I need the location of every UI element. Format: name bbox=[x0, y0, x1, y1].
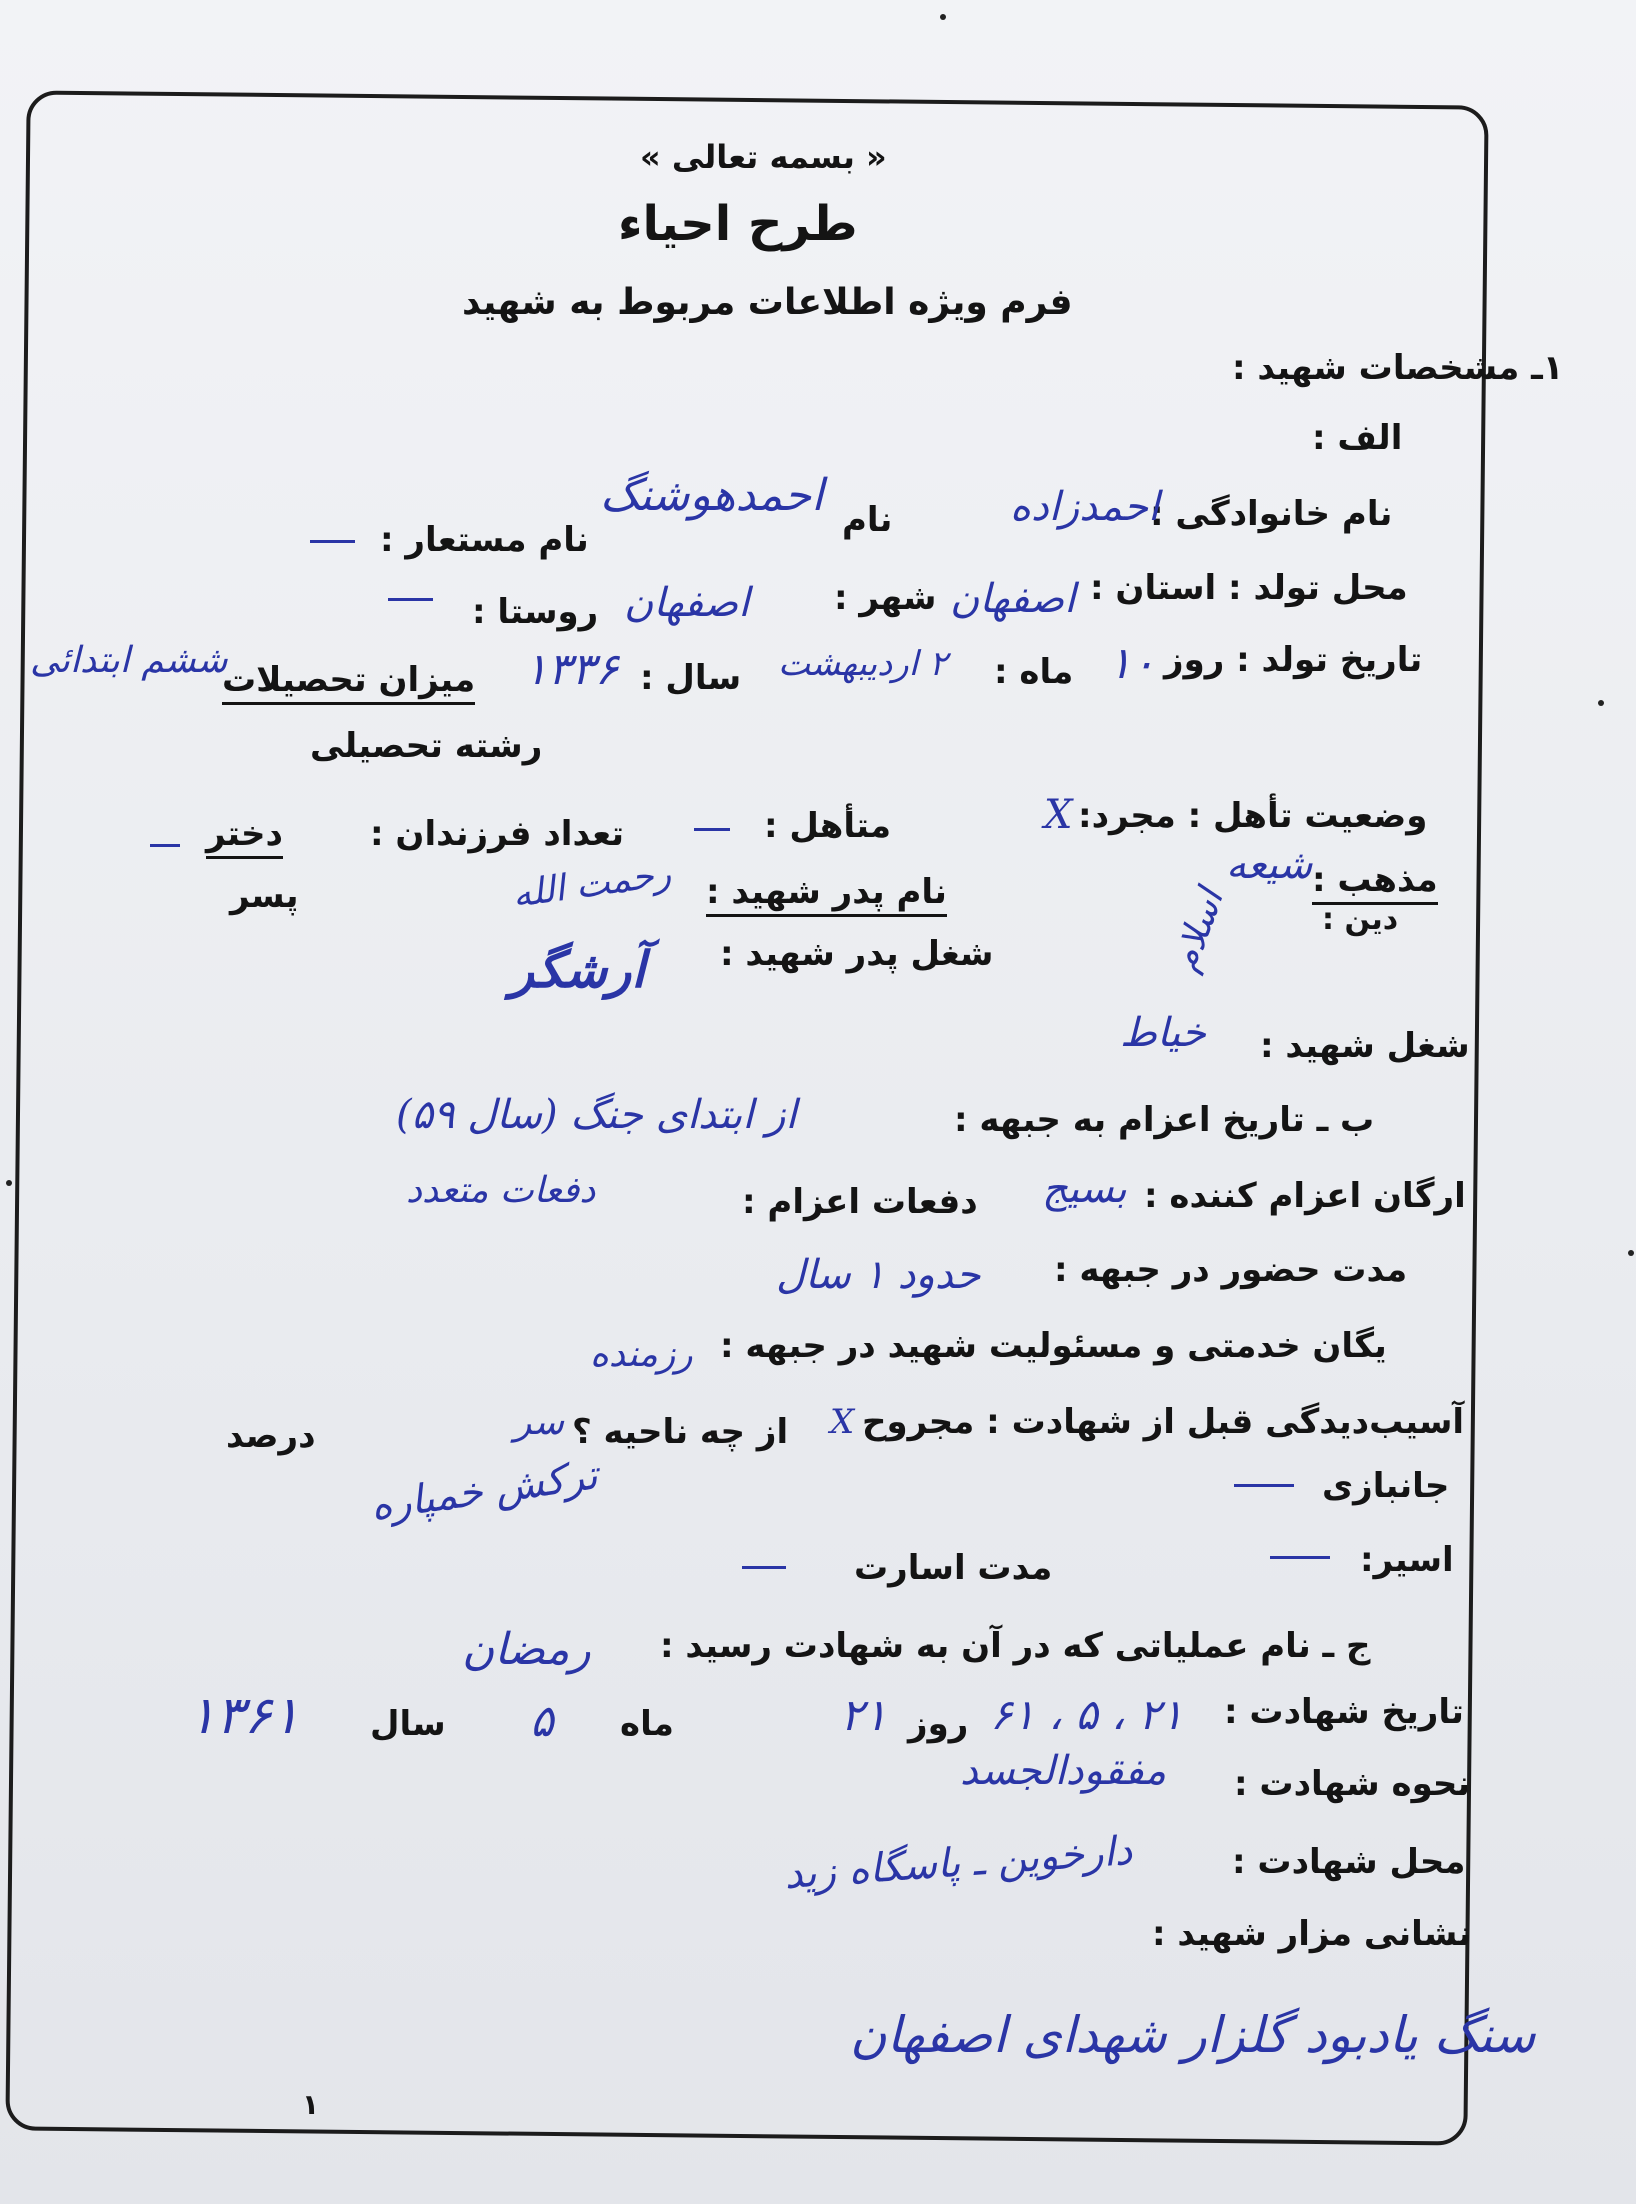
education-label: میزان تحصیلات bbox=[222, 660, 475, 705]
scan-speck bbox=[1628, 1250, 1634, 1256]
martyrdom-manner-value: مفقودالجسد bbox=[960, 1748, 1167, 1794]
village-label: روستا : bbox=[472, 592, 599, 632]
province-value: اصفهان bbox=[950, 576, 1076, 622]
front-presence-label: مدت حضور در جبهه : bbox=[1054, 1250, 1408, 1290]
scan-speck bbox=[1598, 700, 1604, 706]
form-title: طرح احیاء bbox=[618, 196, 858, 252]
single-mark: X bbox=[1044, 792, 1073, 838]
injury-mark: X bbox=[830, 1402, 855, 1442]
captive-dash bbox=[1270, 1556, 1330, 1559]
operation-value: رمضان bbox=[462, 1624, 591, 1675]
sect-value: شیعه bbox=[1226, 842, 1313, 888]
martyrdom-year-value: ۱۳۶۱ bbox=[188, 1686, 300, 1746]
married-dash bbox=[694, 828, 730, 831]
son-label: پسر bbox=[230, 876, 299, 916]
dispatch-date-label: ب ـ تاریخ اعزام به جبهه : bbox=[954, 1100, 1375, 1140]
birth-month-label: ماه : bbox=[994, 652, 1074, 692]
education-value: ششم ابتدائی bbox=[30, 640, 228, 681]
alef-label: الف : bbox=[1312, 418, 1403, 458]
city-value: اصفهان bbox=[624, 580, 750, 626]
sect-label: مذهب : bbox=[1312, 860, 1438, 905]
janbazi-label: جانبازی bbox=[1322, 1466, 1450, 1506]
birth-month-value: ۲ اردیبهشت bbox=[778, 644, 948, 684]
grave-address-value: سنگ یادبود گلزار شهدای اصفهان bbox=[850, 2006, 1536, 2064]
martyrdom-year-label: سال bbox=[370, 1704, 446, 1744]
martyrdom-date-label: تاریخ شهادت : bbox=[1224, 1692, 1464, 1732]
unit-responsibility-value: رزمنده bbox=[590, 1334, 693, 1375]
martyrdom-date-value: ۲۱ ، ۵ ، ۶۱ bbox=[990, 1690, 1184, 1739]
captivity-dash bbox=[742, 1566, 786, 1569]
injury-area-label: از چه ناحیه ؟ bbox=[572, 1412, 789, 1452]
birth-year-value: ۱۳۳۶ bbox=[524, 644, 619, 695]
family-name-label: نام خانوادگی : bbox=[1150, 494, 1393, 534]
martyr-job-value: خیاط bbox=[1120, 1010, 1206, 1056]
family-name-value: احمدزاده bbox=[1010, 484, 1160, 530]
martyrdom-month-value: ۵ bbox=[530, 1696, 554, 1747]
children-count-label: تعداد فرزندان : bbox=[370, 814, 625, 854]
form-subtitle: فرم ویژه اطلاعات مربوط به شهید bbox=[462, 282, 1073, 323]
grave-address-label: نشانی مزار شهید : bbox=[1152, 1914, 1472, 1954]
married-label: متأهل : bbox=[764, 806, 892, 846]
front-presence-value: حدود ۱ سال bbox=[776, 1252, 981, 1298]
injury-label: آسیب‌دیدگی قبل از شهادت : مجروح bbox=[862, 1402, 1465, 1442]
unit-responsibility-label: یگان خدمتی و مسئولیت شهید در جبهه : bbox=[720, 1326, 1387, 1366]
injury-area-value: سر bbox=[514, 1402, 565, 1443]
birth-day-value: ۱۰ bbox=[1108, 638, 1156, 689]
daughter-dash bbox=[150, 844, 180, 847]
daughter-label: دختر bbox=[206, 814, 283, 859]
captivity-duration-label: مدت اسارت bbox=[854, 1548, 1053, 1588]
dispatch-count-label: دفعات اعزام : bbox=[742, 1182, 978, 1222]
field-of-study-label: رشته تحصیلی bbox=[310, 726, 543, 766]
father-name-value: رحمت الله bbox=[509, 853, 674, 916]
city-label: شهر : bbox=[834, 578, 937, 618]
martyrdom-place-value: دارخوین ـ پاسگاه زید bbox=[782, 1827, 1134, 1899]
alias-label: نام مستعار : bbox=[380, 520, 589, 560]
scan-speck bbox=[6, 1180, 12, 1186]
religion-value: اسلام bbox=[1164, 884, 1232, 977]
birthdate-label: تاریخ تولد : روز bbox=[1164, 640, 1423, 680]
father-name-label: نام پدر شهید : bbox=[706, 872, 947, 917]
operation-label: ج ـ نام عملیاتی که در آن به شهادت رسید : bbox=[660, 1626, 1371, 1666]
religion-label: دین : bbox=[1322, 902, 1399, 937]
shrapnel-value: ترکش خمپاره bbox=[367, 1452, 601, 1530]
janbazi-dash bbox=[1234, 1484, 1294, 1487]
martyrdom-day-label: روز bbox=[908, 1704, 969, 1744]
dispatch-org-label: ارگان اعزام کننده : bbox=[1144, 1176, 1466, 1216]
dispatch-count-value: دفعات متعدد bbox=[406, 1170, 596, 1211]
dispatch-date-value: از ابتدای جنگ (سال ۵۹) bbox=[396, 1092, 797, 1138]
name-label: نام bbox=[842, 500, 893, 540]
martyrdom-place-label: محل شهادت : bbox=[1232, 1842, 1466, 1882]
page-number: ۱ bbox=[302, 2088, 320, 2121]
father-job-value: آرشگر bbox=[510, 940, 646, 999]
village-dash bbox=[388, 598, 433, 601]
name-value: احمدهوشنگ bbox=[600, 470, 824, 521]
dispatch-org-value: بسیج bbox=[1042, 1166, 1127, 1212]
birth-year-label: سال : bbox=[640, 658, 742, 698]
percent-label: درصد bbox=[226, 1416, 316, 1456]
martyrdom-month-label: ماه bbox=[620, 1704, 674, 1744]
martyrdom-manner-label: نحوه شهادت : bbox=[1234, 1764, 1471, 1804]
father-job-label: شغل پدر شهید : bbox=[720, 934, 994, 974]
section-heading: ۱ـ مشخصات شهید : bbox=[1232, 348, 1564, 388]
captive-label: اسیر: bbox=[1360, 1540, 1454, 1580]
alias-dash bbox=[310, 540, 355, 543]
birthplace-label: محل تولد : استان : bbox=[1090, 568, 1408, 608]
martyrdom-day-value: ۲۱ bbox=[840, 1690, 888, 1741]
scan-speck bbox=[940, 14, 946, 20]
martyr-job-label: شغل شهید : bbox=[1260, 1026, 1470, 1066]
marital-status-label: وضعیت تأهل : مجرد: bbox=[1078, 796, 1428, 836]
bismillah: « بسمه تعالی » bbox=[640, 138, 887, 176]
